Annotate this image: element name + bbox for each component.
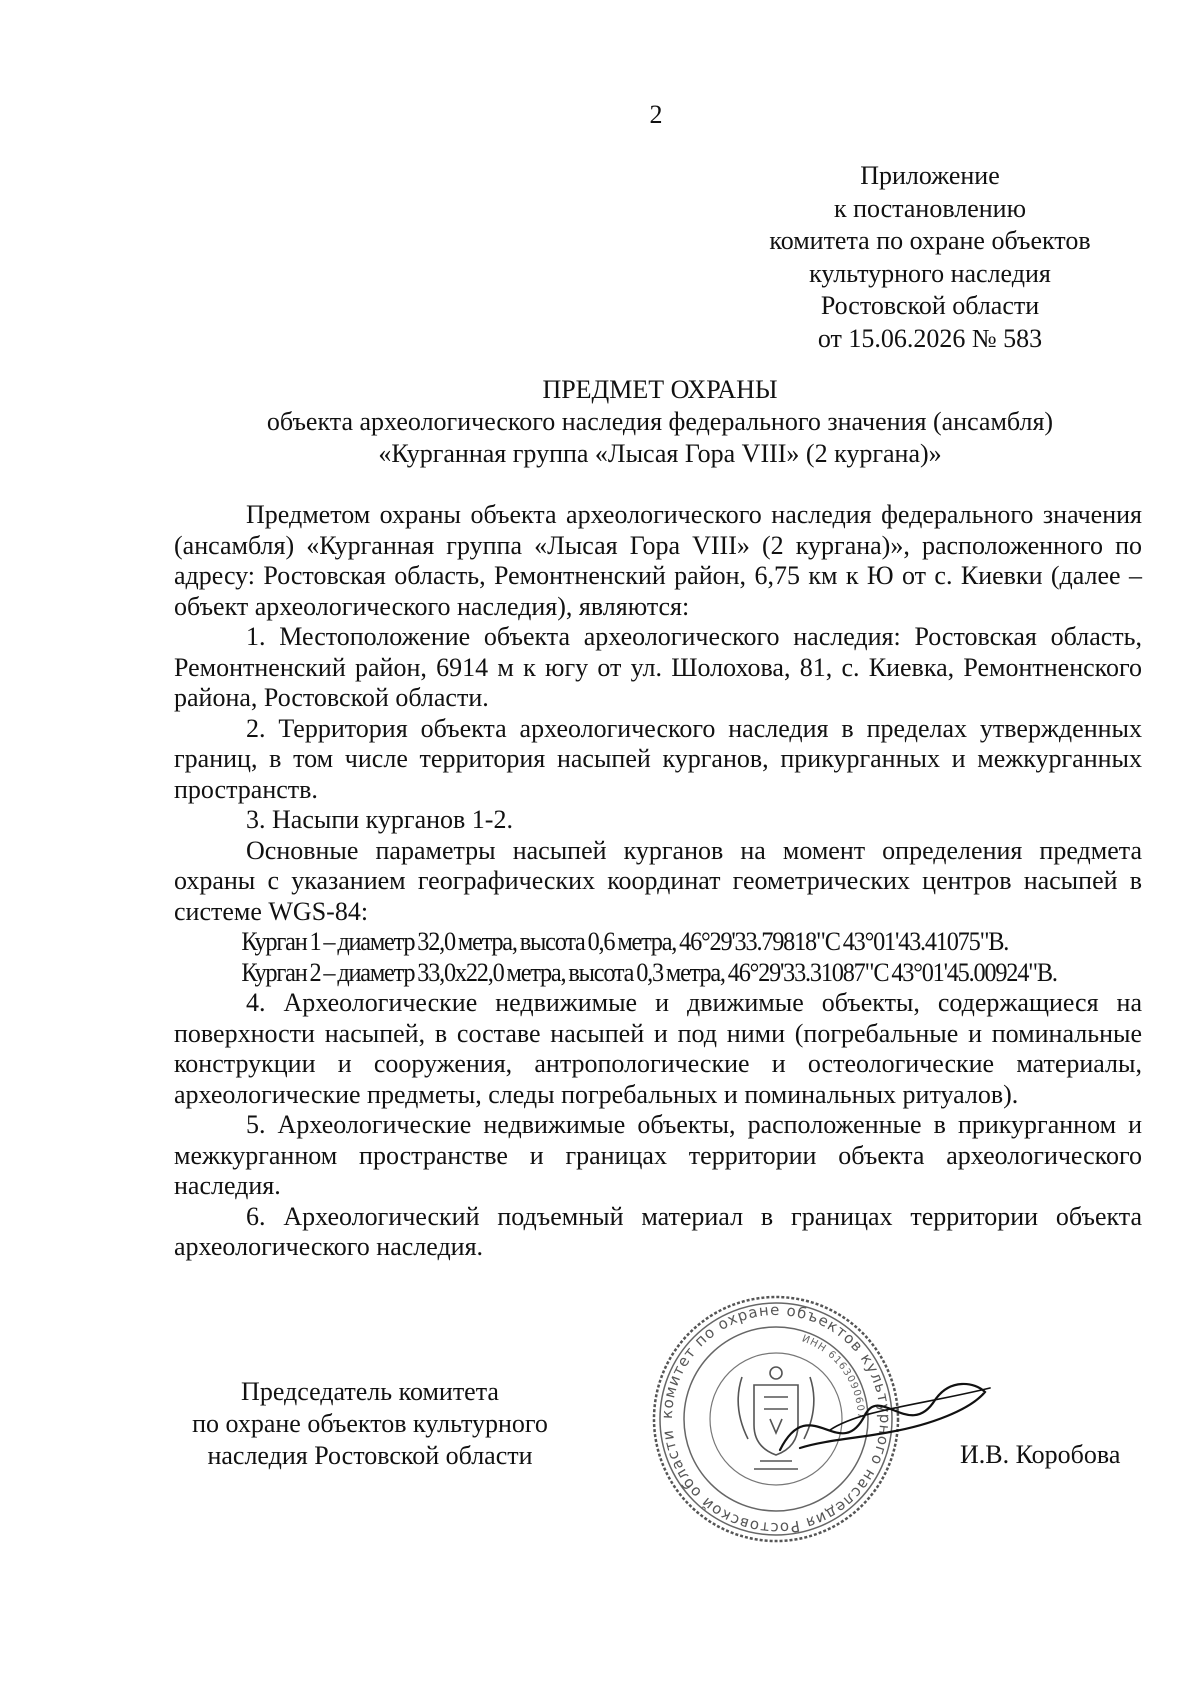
appendix-block [740,160,1120,355]
appendix-line: Приложение [860,161,1000,190]
item-5-paragraph: 5. Археологические недвижимые объекты, расположенные в прикурганном и межкурганном пространстве и границах территории объекта археологического наследия. [174,1110,1142,1200]
signatory-line: наследия Ростовской области [207,1441,533,1470]
page-number: 2 [649,100,663,129]
item-6-paragraph: 6. Археологический подъемный материал в границах территории объекта археологического наследия. [174,1201,1142,1261]
signatory-title [160,1376,580,1472]
appendix-line: к постановлению [833,193,1027,223]
parameters-paragraph: Основные параметры насыпей курганов на момент определения предмета охраны с указанием географических координат геометрических центров насыпей в системе WGS-84: [174,835,1142,926]
title-heading: ПРЕДМЕТ ОХРАНЫ [542,375,778,404]
seal-outer-text: комитет по охране объектов культурного наследия Ростовской области [657,1300,895,1538]
signatory-line: Председатель комитета [241,1377,499,1406]
seal-inner-text: ИНН 6163090607 [800,1333,867,1420]
signatory-name: И.В. Коробова [960,1440,1121,1469]
mound-1-line: Курган 1 – диаметр 32,0 метра, высота 0,6 метра, 46°29'33.79818"С 43°01'43.41075"В. [241,927,1009,956]
item-3-paragraph: 3. Насыпи курганов 1-2. [246,805,513,834]
appendix-line: культурного наследия [809,258,1051,288]
appendix-line: от 15.06.2026 № 583 [817,323,1043,353]
mound-2-line: Курган 2 – диаметр 33,0х22,0 метра, высота 0,3 метра, 46°29'33.31087"С 43°01'45.00924"В. [241,957,1057,987]
item-1-paragraph: 1. Местоположение объекта археологического наследия: Ростовская область, Ремонтненский район, 6914 м к югу от ул. Шолохова, 81, с. Киевка, Ремонтненского района, Ростовской области. [174,622,1142,712]
document-title [0,374,1200,470]
signatory-line: по охране объектов культурного [192,1409,548,1438]
item-2-paragraph: 2. Территория объекта археологического наследия в пределах утвержденных границ, в том числе территория насыпей курганов, прикурганных и межкурганных пространств. [174,713,1142,804]
intro-paragraph: Предметом охраны объекта археологического наследия федерального значения (ансамбля) «Курганная группа «Лысая Гора VIII» (2 кургана)», расположенного по адресу: Ростовская область, Ремонтненский район, 6,75 км к Ю от с. Киевки (далее – объект археологического наследия), являются: [174,500,1142,621]
title-subtitle: объекта археологического наследия федерального значения (ансамбля) [266,407,1054,436]
document-body [174,500,1142,1263]
title-object-name: «Курганная группа «Лысая Гора VIII» (2 кургана)» [378,439,942,468]
appendix-line: Ростовской области [820,291,1040,320]
appendix-line: комитета по охране объектов [769,226,1091,255]
item-4-paragraph: 4. Археологические недвижимые и движимые объекты, содержащиеся на поверхности насыпей, в составе насыпей и под ними (погребальные и поминальные конструкции и сооружения, антропологические и остеологические материалы, археологические предметы, следы погребальных и поминальных ритуалов). [174,988,1142,1109]
